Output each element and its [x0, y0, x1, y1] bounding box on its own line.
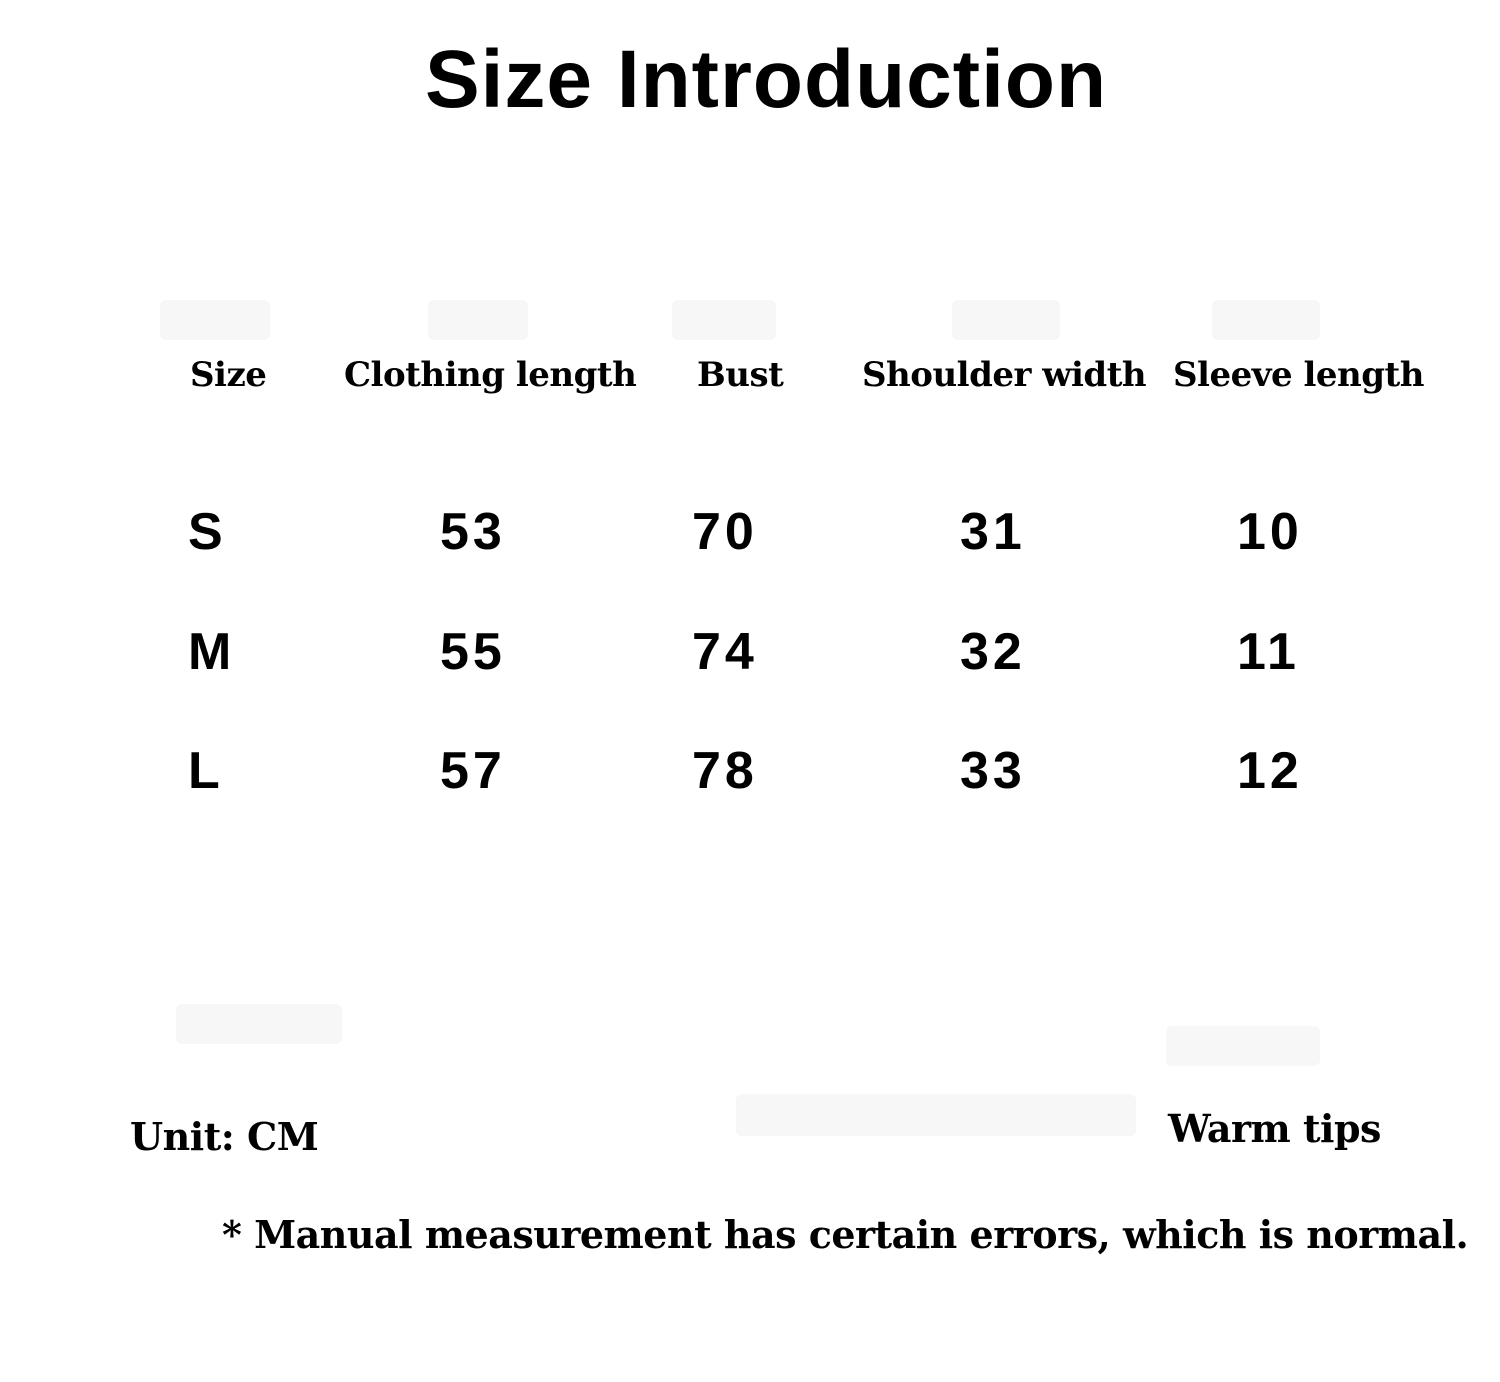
background-smudge — [736, 1094, 1136, 1136]
cell-bust: 70 — [692, 503, 758, 561]
background-smudge — [160, 300, 270, 340]
cell-clothing-length: 53 — [440, 503, 506, 561]
cell-size: M — [188, 623, 236, 681]
background-smudge — [952, 300, 1060, 340]
cell-shoulder-width: 31 — [960, 503, 1026, 561]
cell-size: L — [188, 742, 224, 800]
cell-sleeve-length: 12 — [1237, 742, 1303, 800]
cell-bust: 78 — [692, 742, 758, 800]
cell-bust: 74 — [692, 623, 758, 681]
unit-label: Unit: CM — [130, 1114, 319, 1159]
cell-sleeve-length: 11 — [1237, 623, 1300, 681]
warm-tips-heading: Warm tips — [1168, 1106, 1381, 1151]
cell-clothing-length: 57 — [440, 742, 506, 800]
background-smudge — [672, 300, 776, 340]
background-smudge — [428, 300, 528, 340]
background-smudge — [176, 1004, 342, 1044]
background-smudge — [1166, 1026, 1320, 1066]
cell-shoulder-width: 33 — [960, 742, 1026, 800]
header-sleeve-length: Sleeve length — [1173, 355, 1424, 395]
cell-clothing-length: 55 — [440, 623, 506, 681]
background-smudge — [1212, 300, 1320, 340]
cell-size: S — [188, 503, 227, 561]
header-bust: Bust — [697, 355, 784, 395]
warm-tips-text: * Manual measurement has certain errors, which is normal. — [222, 1212, 1469, 1257]
page-title: Size Introduction — [424, 34, 1108, 125]
cell-sleeve-length: 10 — [1237, 503, 1303, 561]
cell-shoulder-width: 32 — [960, 623, 1026, 681]
header-size: Size — [190, 355, 267, 395]
header-shoulder-width: Shoulder width — [862, 355, 1147, 395]
header-clothing-length: Clothing length — [344, 355, 637, 395]
